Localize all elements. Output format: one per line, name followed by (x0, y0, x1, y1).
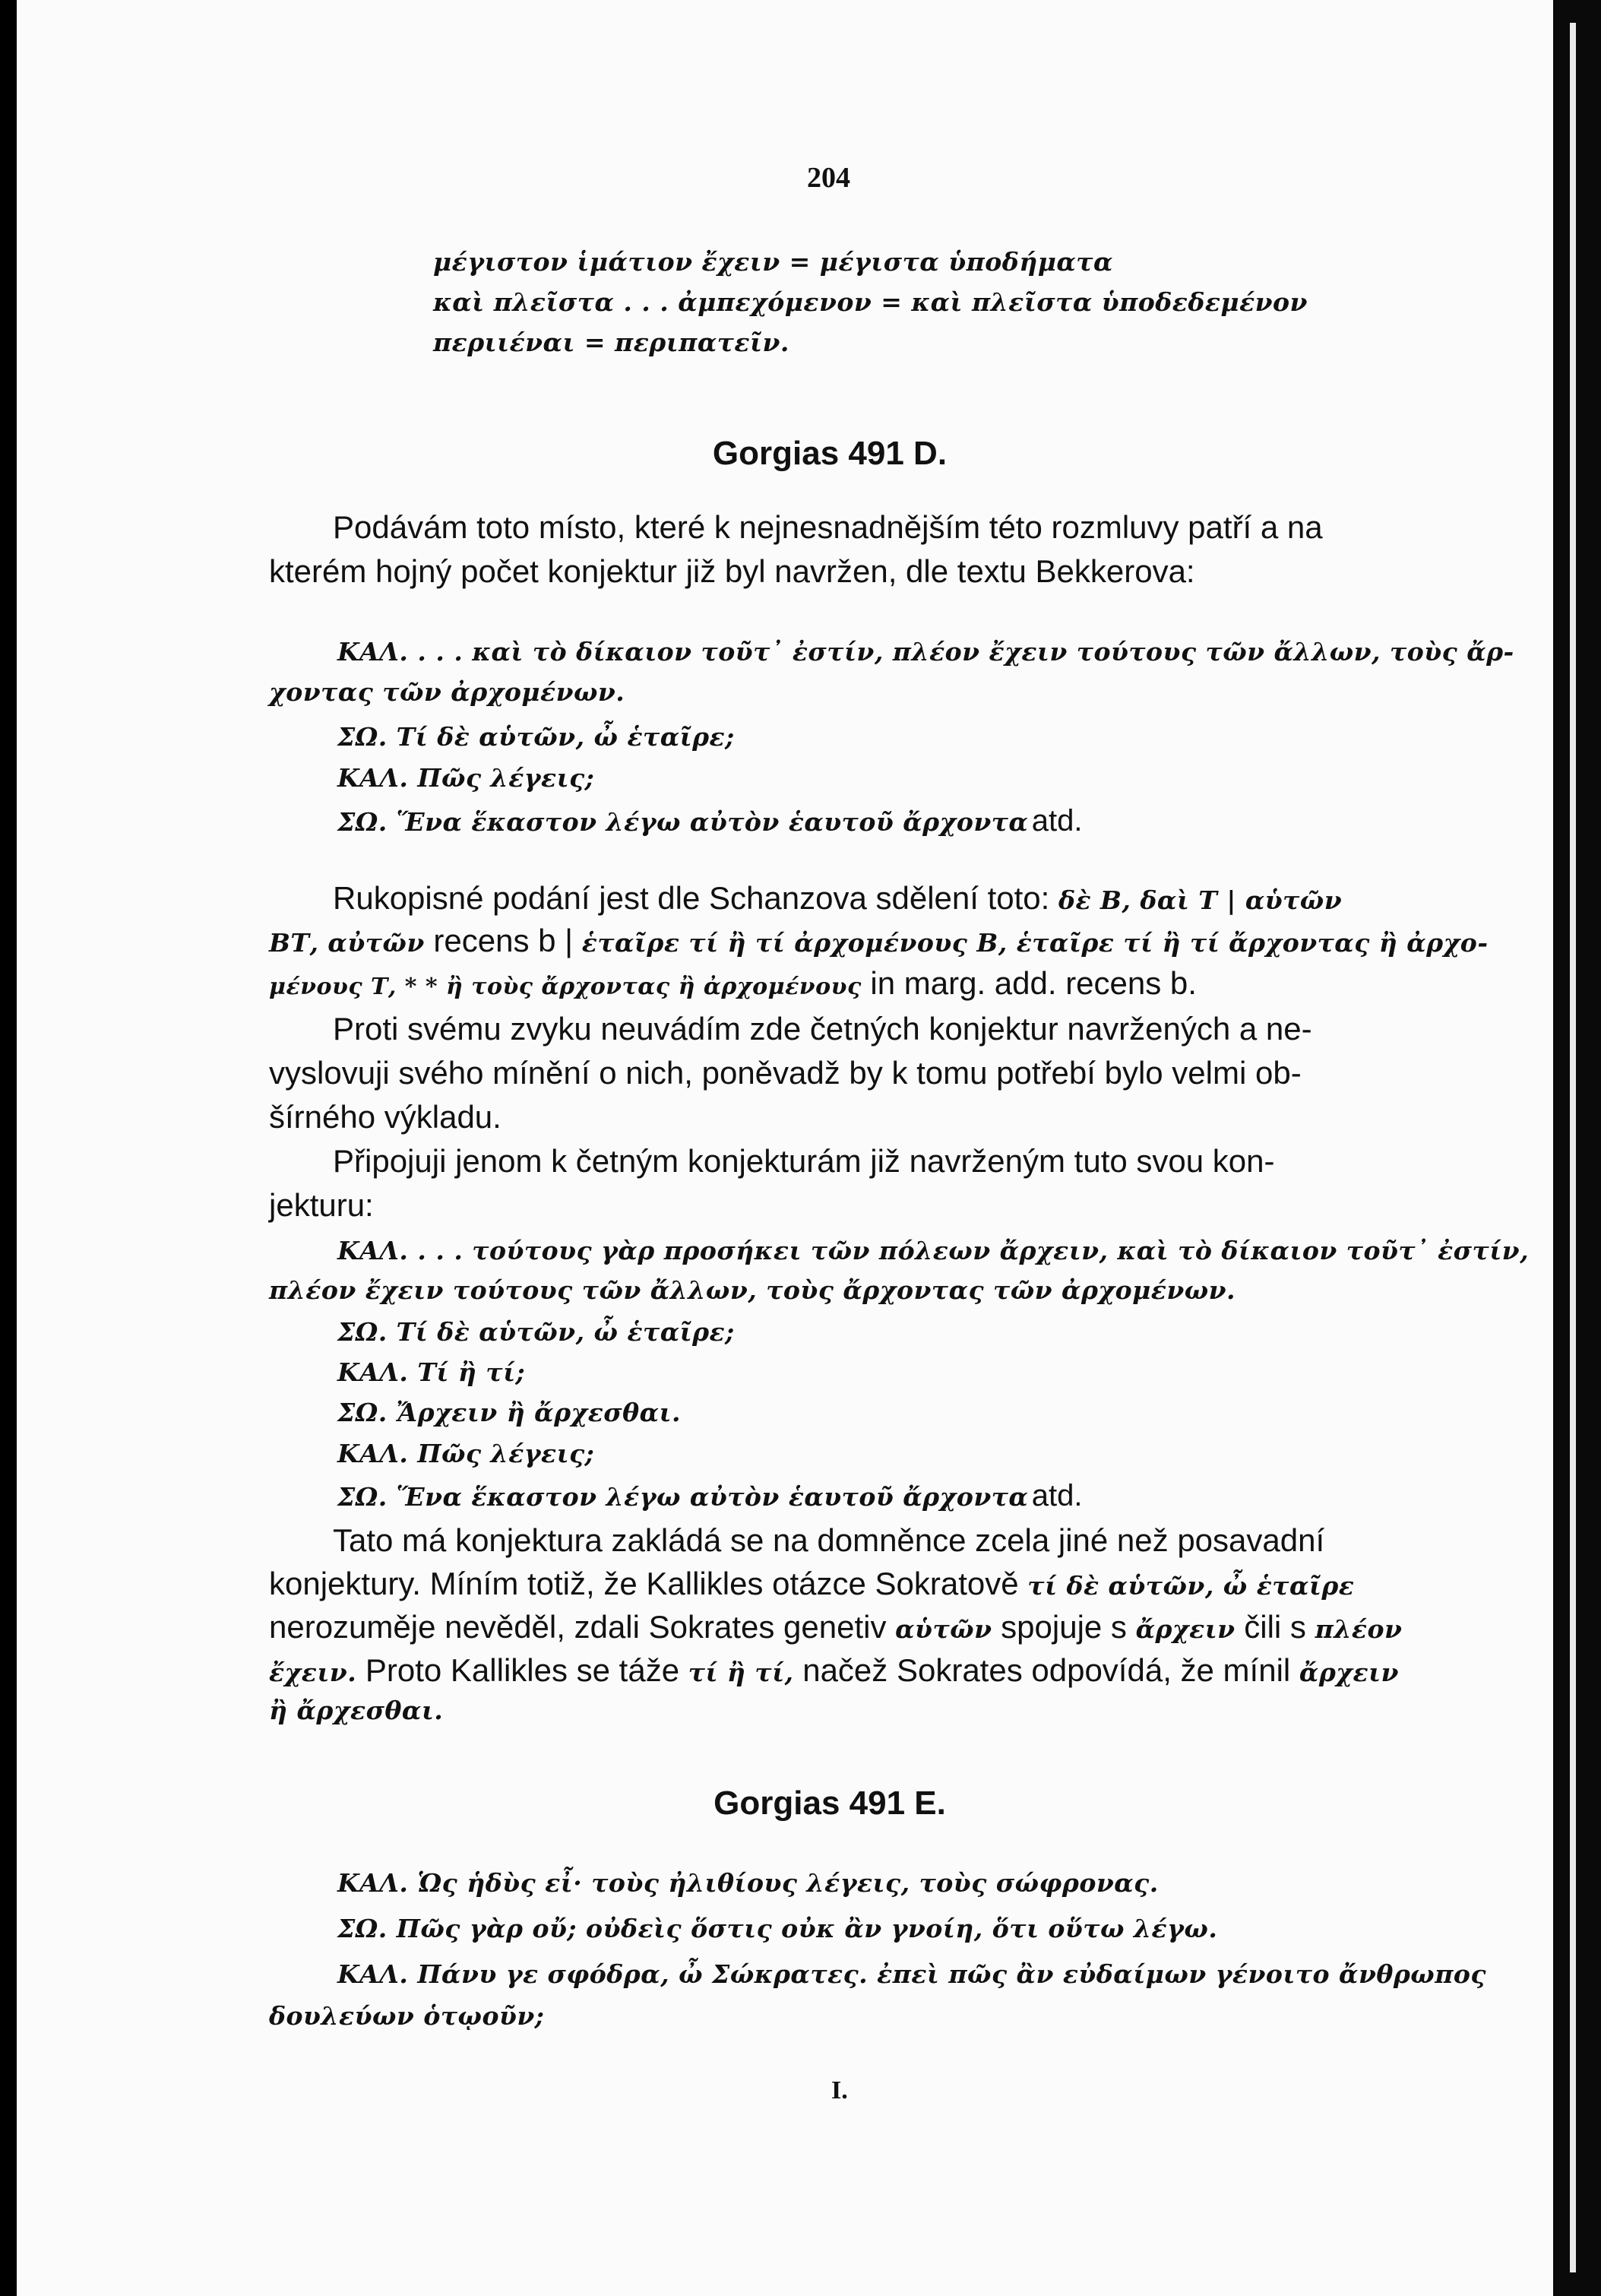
paragraph-5-greek-2: τί δὲ αὑτῶν, ὦ ἑταῖρε (1027, 1571, 1355, 1601)
paragraph-4-line-1: Připojuji jenom k četným konjekturám již navrženým tuto svou kon- (333, 1143, 1275, 1179)
section-heading-491d: Gorgias 491 D. (712, 435, 948, 472)
quote1-line-2: χοντας τῶν ἀρχομένων. (269, 677, 625, 707)
quote2-atd: atd. (1031, 1479, 1083, 1512)
paragraph-5-line-4 (269, 1652, 1399, 1689)
paragraph-2-text-a: Rukopisné podání jest dle Schanzova sdělení toto: (333, 880, 1050, 916)
quote2-line-7 (337, 1479, 1083, 1513)
page-number: 204 (807, 162, 850, 194)
page (17, 0, 1553, 2296)
paragraph-5-text-2a: konjektury. Míním totiž, že Kallikles otázce Sokratově (269, 1566, 1019, 1601)
paragraph-1-line-1: Podávám toto místo, které k nejnesnadnějším této rozmluvy patří a na (333, 509, 1323, 545)
quote1-line-5-greek: ΣΩ. Ἕνα ἕκαστον λέγω αὐτὸν ἑαυτοῦ ἄρχοντα (337, 807, 1029, 837)
intro-line-3: περιιέναι = περιπατεῖν. (433, 328, 789, 357)
paragraph-2-line-3 (269, 965, 1197, 1002)
scan-edge-line (1570, 23, 1576, 2272)
quote1-line-1: ΚΑΛ. . . . καὶ τὸ δίκαιον τοῦτ᾽ ἐστίν, πλέον ἔχειν τούτους τῶν ἄλλων, τοὺς ἄρ- (337, 637, 1514, 667)
quote1-atd: atd. (1031, 804, 1083, 838)
paragraph-2-line-1 (333, 880, 1342, 917)
paragraph-2-greek-3: ἑταῖρε τί ἢ τί ἀρχομένους Β, ἑταῖρε τί ἢ τί ἄρχοντας ἢ ἀρχο- (581, 928, 1489, 958)
paragraph-5-greek-3c: πλέον (1315, 1614, 1403, 1644)
quote2-line-6: ΚΑΛ. Πῶς λέγεις; (337, 1439, 595, 1468)
section2-line-2: ΣΩ. Πῶς γὰρ οὔ; οὐδεὶς ὅστις οὐκ ἂν γνοίη, ὅτι οὕτω λέγω. (337, 1914, 1218, 1943)
paragraph-5-text-3a: nerozuměje nevěděl, zdali Sokrates genetiv (269, 1609, 887, 1645)
quote2-line-5: ΣΩ. Ἄρχειν ἢ ἄρχεσθαι. (337, 1398, 681, 1427)
quote1-line-4: ΚΑΛ. Πῶς λέγεις; (337, 763, 595, 793)
paragraph-3-line-2: vyslovuji svého mínění o nich, poněvadž by k tomu potřebí bylo velmi ob- (269, 1055, 1302, 1091)
paragraph-3-line-3: šírného výkladu. (269, 1099, 501, 1135)
quote2-line-7-greek: ΣΩ. Ἕνα ἕκαστον λέγω αὐτὸν ἑαυτοῦ ἄρχοντα (337, 1482, 1029, 1512)
paragraph-5-line-3 (269, 1609, 1402, 1645)
paragraph-3-line-1: Proti svému zvyku neuvádím zde četných konjektur navržených a ne- (333, 1011, 1312, 1047)
quote2-line-1: ΚΑΛ. . . . τούτους γὰρ προσήκει τῶν πόλεων ἄρχειν, καὶ τὸ δίκαιον τοῦτ᾽ ἐστίν, (337, 1236, 1530, 1265)
paragraph-5-line-2 (269, 1566, 1354, 1602)
paragraph-2-greek-2: ΒΤ, αὐτῶν (269, 928, 425, 958)
scan-edge (1553, 0, 1601, 2296)
paragraph-5-text-3b: spojuje s (1001, 1609, 1127, 1645)
section2-line-1: ΚΑΛ. Ὡς ἡδὺς εἶ· τοὺς ἠλιθίους λέγεις, τοὺς σώφρονας. (337, 1868, 1159, 1898)
paragraph-5-greek-4a: ἔχειν. (269, 1658, 357, 1687)
paragraph-4-line-2: jekturu: (269, 1187, 374, 1223)
signature-mark: I. (831, 2076, 848, 2104)
intro-line-1: μέγιστον ἱμάτιον ἔχειν = μέγιστα ὑποδήματα (433, 247, 1113, 277)
quote2-line-3: ΣΩ. Τί δὲ αὑτῶν, ὦ ἑταῖρε; (337, 1317, 735, 1347)
paragraph-2-text-c: in marg. add. recens b. (870, 965, 1197, 1001)
quote2-line-2: πλέον ἔχειν τούτους τῶν ἄλλων, τοὺς ἄρχοντας τῶν ἀρχομένων. (269, 1275, 1236, 1305)
paragraph-5-text-3c: čili s (1244, 1609, 1306, 1645)
paragraph-2-text-b: recens b | (433, 923, 574, 958)
section2-line-4: δουλεύων ὁτῳοῦν; (269, 2001, 545, 2031)
paragraph-2-greek-1: δὲ Β, δαὶ Τ | αὑτῶν (1058, 885, 1343, 915)
paragraph-1-line-2: kterém hojný počet konjektur již byl navržen, dle textu Bekkerova: (269, 553, 1195, 589)
paragraph-5-greek-3a: αὑτῶν (895, 1614, 992, 1644)
paragraph-5-greek-4c: ἄρχειν (1299, 1658, 1399, 1687)
paragraph-2-greek-4: μένους Τ, * * ἢ τοὺς ἄρχοντας ἢ ἀρχομένους (269, 974, 862, 1000)
paragraph-5-line-1: Tato má konjektura zakládá se na domněnce zcela jiné než posavadní (333, 1522, 1325, 1558)
paragraph-5-greek-4b: τί ἢ τί, (688, 1658, 794, 1687)
paragraph-5-greek-3b: ἄρχειν (1135, 1614, 1236, 1644)
quote2-line-4: ΚΑΛ. Τί ἢ τί; (337, 1357, 526, 1387)
paragraph-5-line-5: ἢ ἄρχεσθαι. (269, 1696, 444, 1725)
paragraph-2-line-2 (269, 923, 1489, 959)
intro-line-2: καὶ πλεῖστα . . . ἀμπεχόμενον = καὶ πλεῖστα ὑποδεδεμένον (433, 287, 1308, 317)
quote1-line-5 (337, 804, 1083, 838)
section-heading-491e: Gorgias 491 E. (713, 1785, 946, 1822)
section2-line-3: ΚΑΛ. Πάνυ γε σφόδρα, ὦ Σώκρατες. ἐπεὶ πῶς ἂν εὐδαίμων γένοιτο ἄνθρωπος (337, 1959, 1486, 1989)
paragraph-5-text-4b: načež Sokrates odpovídá, že mínil (802, 1652, 1291, 1688)
paragraph-5-text-4a: Proto Kallikles se táže (365, 1652, 680, 1688)
quote1-line-3: ΣΩ. Τί δὲ αὑτῶν, ὦ ἑταῖρε; (337, 722, 735, 752)
